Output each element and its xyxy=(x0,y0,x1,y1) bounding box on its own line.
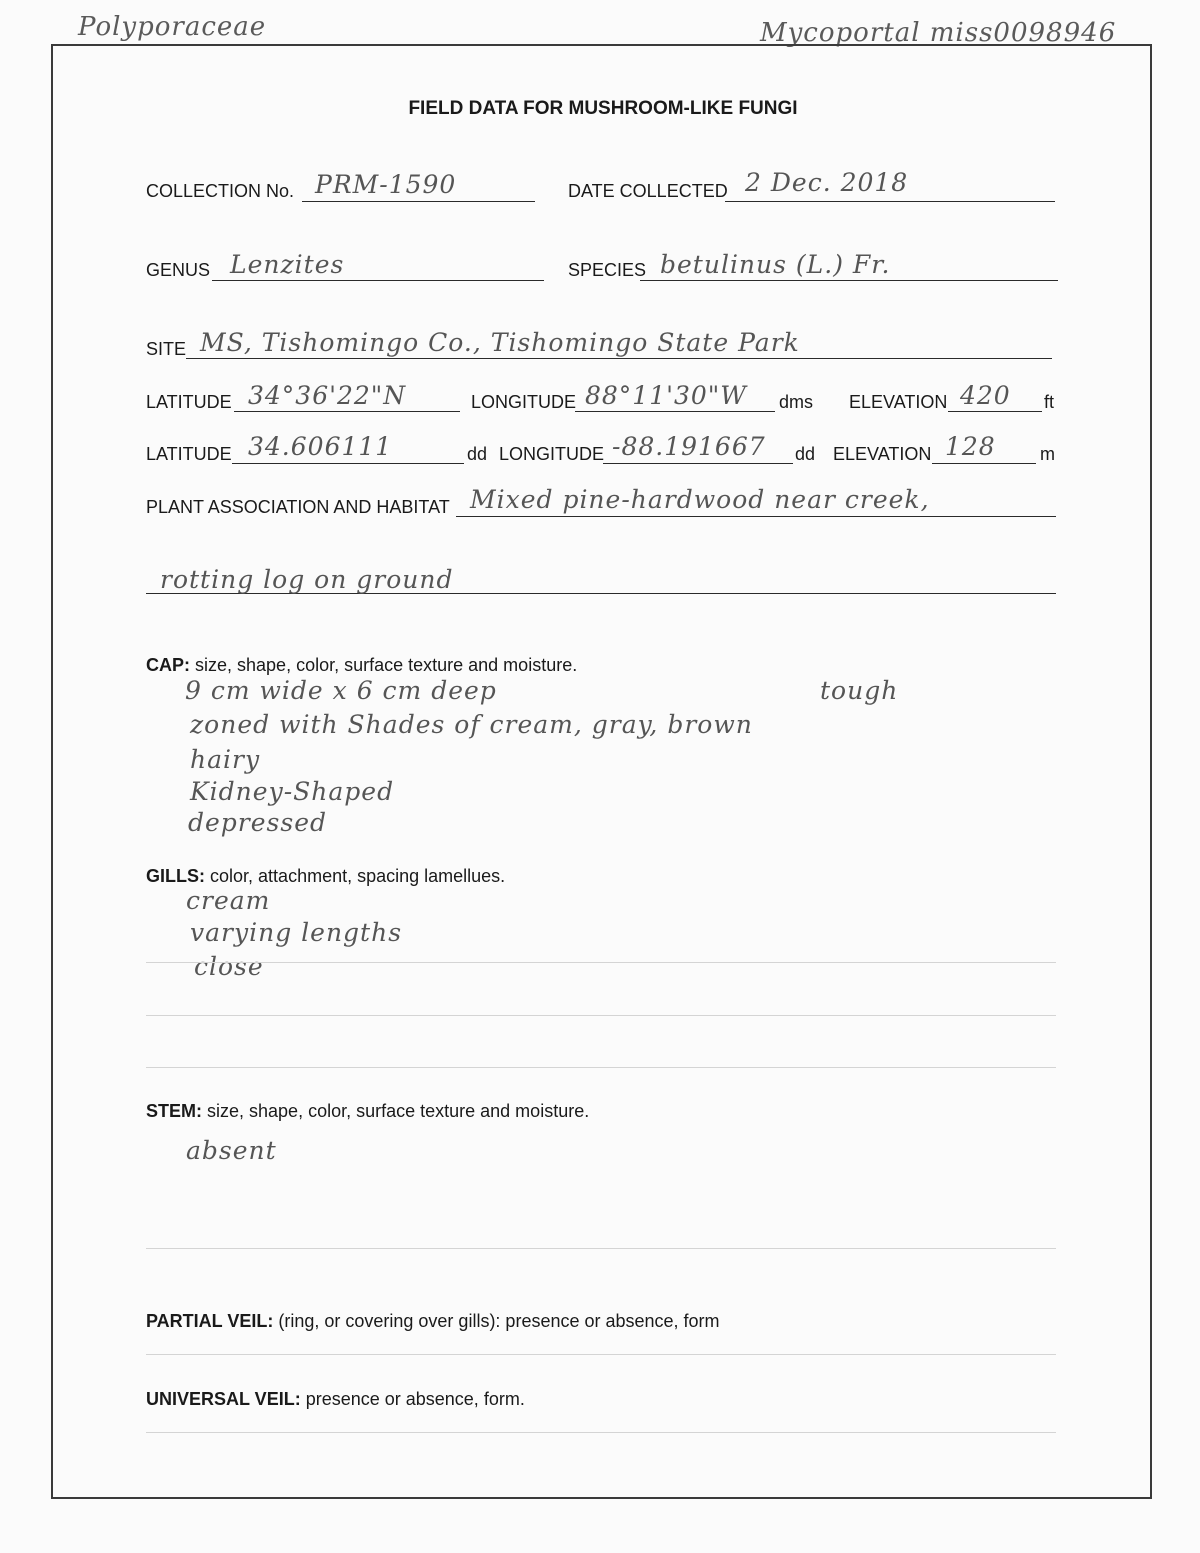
latitude-dms-value: 34°36'22"N xyxy=(248,381,407,410)
cap-line-2: zoned with Shades of cream, gray, brown xyxy=(190,710,753,739)
site-value: MS, Tishomingo Co., Tishomingo State Park xyxy=(200,328,800,357)
faint-rule-4 xyxy=(146,1248,1056,1249)
cap-line-1: 9 cm wide x 6 cm deep xyxy=(185,676,497,705)
collection-no-label: COLLECTION No. xyxy=(146,181,295,201)
latitude-dd-value: 34.606111 xyxy=(248,432,393,461)
ft-unit: ft xyxy=(1044,392,1055,412)
m-unit: m xyxy=(1040,444,1055,464)
stem-heading xyxy=(146,1101,589,1122)
habitat-line-1 xyxy=(456,516,1056,517)
date-collected-line xyxy=(725,201,1055,202)
genus-label: GENUS xyxy=(146,260,211,280)
elevation-ft-label: ELEVATION xyxy=(849,392,948,412)
universal-veil-heading xyxy=(146,1389,525,1410)
gills-line-1: cream xyxy=(186,886,271,915)
cap-extra-note: tough xyxy=(820,676,899,705)
latitude-dd-line xyxy=(232,463,464,464)
faint-rule-2 xyxy=(146,1015,1056,1016)
cap-line-3: hairy xyxy=(190,745,261,774)
partial-veil-description: (ring, or covering over gills): presence or absence, form xyxy=(278,1311,720,1331)
gills-description: color, attachment, spacing lamellues. xyxy=(210,866,506,886)
catalog-note: Mycoportal miss0098946 xyxy=(760,18,1117,48)
genus-value: Lenzites xyxy=(230,250,345,279)
gills-line-2: varying lengths xyxy=(190,918,403,947)
dd-unit-2: dd xyxy=(795,444,816,464)
species-label: SPECIES xyxy=(568,260,647,280)
latitude-dms-label: LATITUDE xyxy=(146,392,232,412)
family-note: Polyporaceae xyxy=(78,12,267,42)
site-label: SITE xyxy=(146,339,187,359)
stem-label: STEM: xyxy=(146,1101,202,1121)
longitude-dms-label: LONGITUDE xyxy=(471,392,577,412)
elevation-ft-value: 420 xyxy=(960,381,1011,410)
cap-label: CAP: xyxy=(146,655,190,675)
longitude-dms-value: 88°11'30"W xyxy=(585,381,748,410)
date-collected-label: DATE COLLECTED xyxy=(568,181,728,201)
cap-line-5: depressed xyxy=(188,808,328,837)
faint-rule-5 xyxy=(146,1354,1056,1355)
species-value: betulinus (L.) Fr. xyxy=(660,250,891,279)
dms-unit: dms xyxy=(779,392,814,412)
cap-line-4: Kidney-Shaped xyxy=(190,777,395,806)
latitude-dd-label: LATITUDE xyxy=(146,444,232,464)
faint-rule-1 xyxy=(146,962,1056,963)
stem-value: absent xyxy=(186,1136,277,1165)
gills-label: GILLS: xyxy=(146,866,205,886)
faint-rule-6 xyxy=(146,1432,1056,1433)
longitude-dms-line xyxy=(575,411,775,412)
cap-heading xyxy=(146,655,577,676)
elevation-m-label: ELEVATION xyxy=(833,444,932,464)
faint-rule-3 xyxy=(146,1067,1056,1068)
dd-unit-1: dd xyxy=(467,444,488,464)
longitude-dd-label: LONGITUDE xyxy=(499,444,605,464)
longitude-dd-value: -88.191667 xyxy=(612,432,766,461)
habitat-label: PLANT ASSOCIATION AND HABITAT xyxy=(146,497,450,517)
elevation-m-value: 128 xyxy=(945,432,996,461)
habitat-value-2: rotting log on ground xyxy=(160,565,454,594)
genus-line xyxy=(212,280,544,281)
gills-line-3: close xyxy=(194,952,264,981)
latitude-dms-line xyxy=(234,411,460,412)
stem-description: size, shape, color, surface texture and moisture. xyxy=(207,1101,590,1121)
site-line xyxy=(186,358,1052,359)
collection-no-line xyxy=(302,201,535,202)
cap-description: size, shape, color, surface texture and moisture. xyxy=(195,655,578,675)
species-line xyxy=(640,280,1058,281)
collection-no-value: PRM-1590 xyxy=(315,170,457,199)
habitat-value-1: Mixed pine-hardwood near creek, xyxy=(470,485,930,514)
elevation-m-line xyxy=(932,463,1036,464)
date-collected-value: 2 Dec. 2018 xyxy=(745,168,909,197)
form-title: FIELD DATA FOR MUSHROOM-LIKE FUNGI xyxy=(408,98,798,119)
universal-veil-label: UNIVERSAL VEIL: xyxy=(146,1389,301,1409)
elevation-ft-line xyxy=(948,411,1042,412)
longitude-dd-line xyxy=(603,463,793,464)
universal-veil-description: presence or absence, form. xyxy=(305,1389,525,1409)
partial-veil-label: PARTIAL VEIL: xyxy=(146,1311,274,1331)
partial-veil-heading xyxy=(146,1311,720,1332)
